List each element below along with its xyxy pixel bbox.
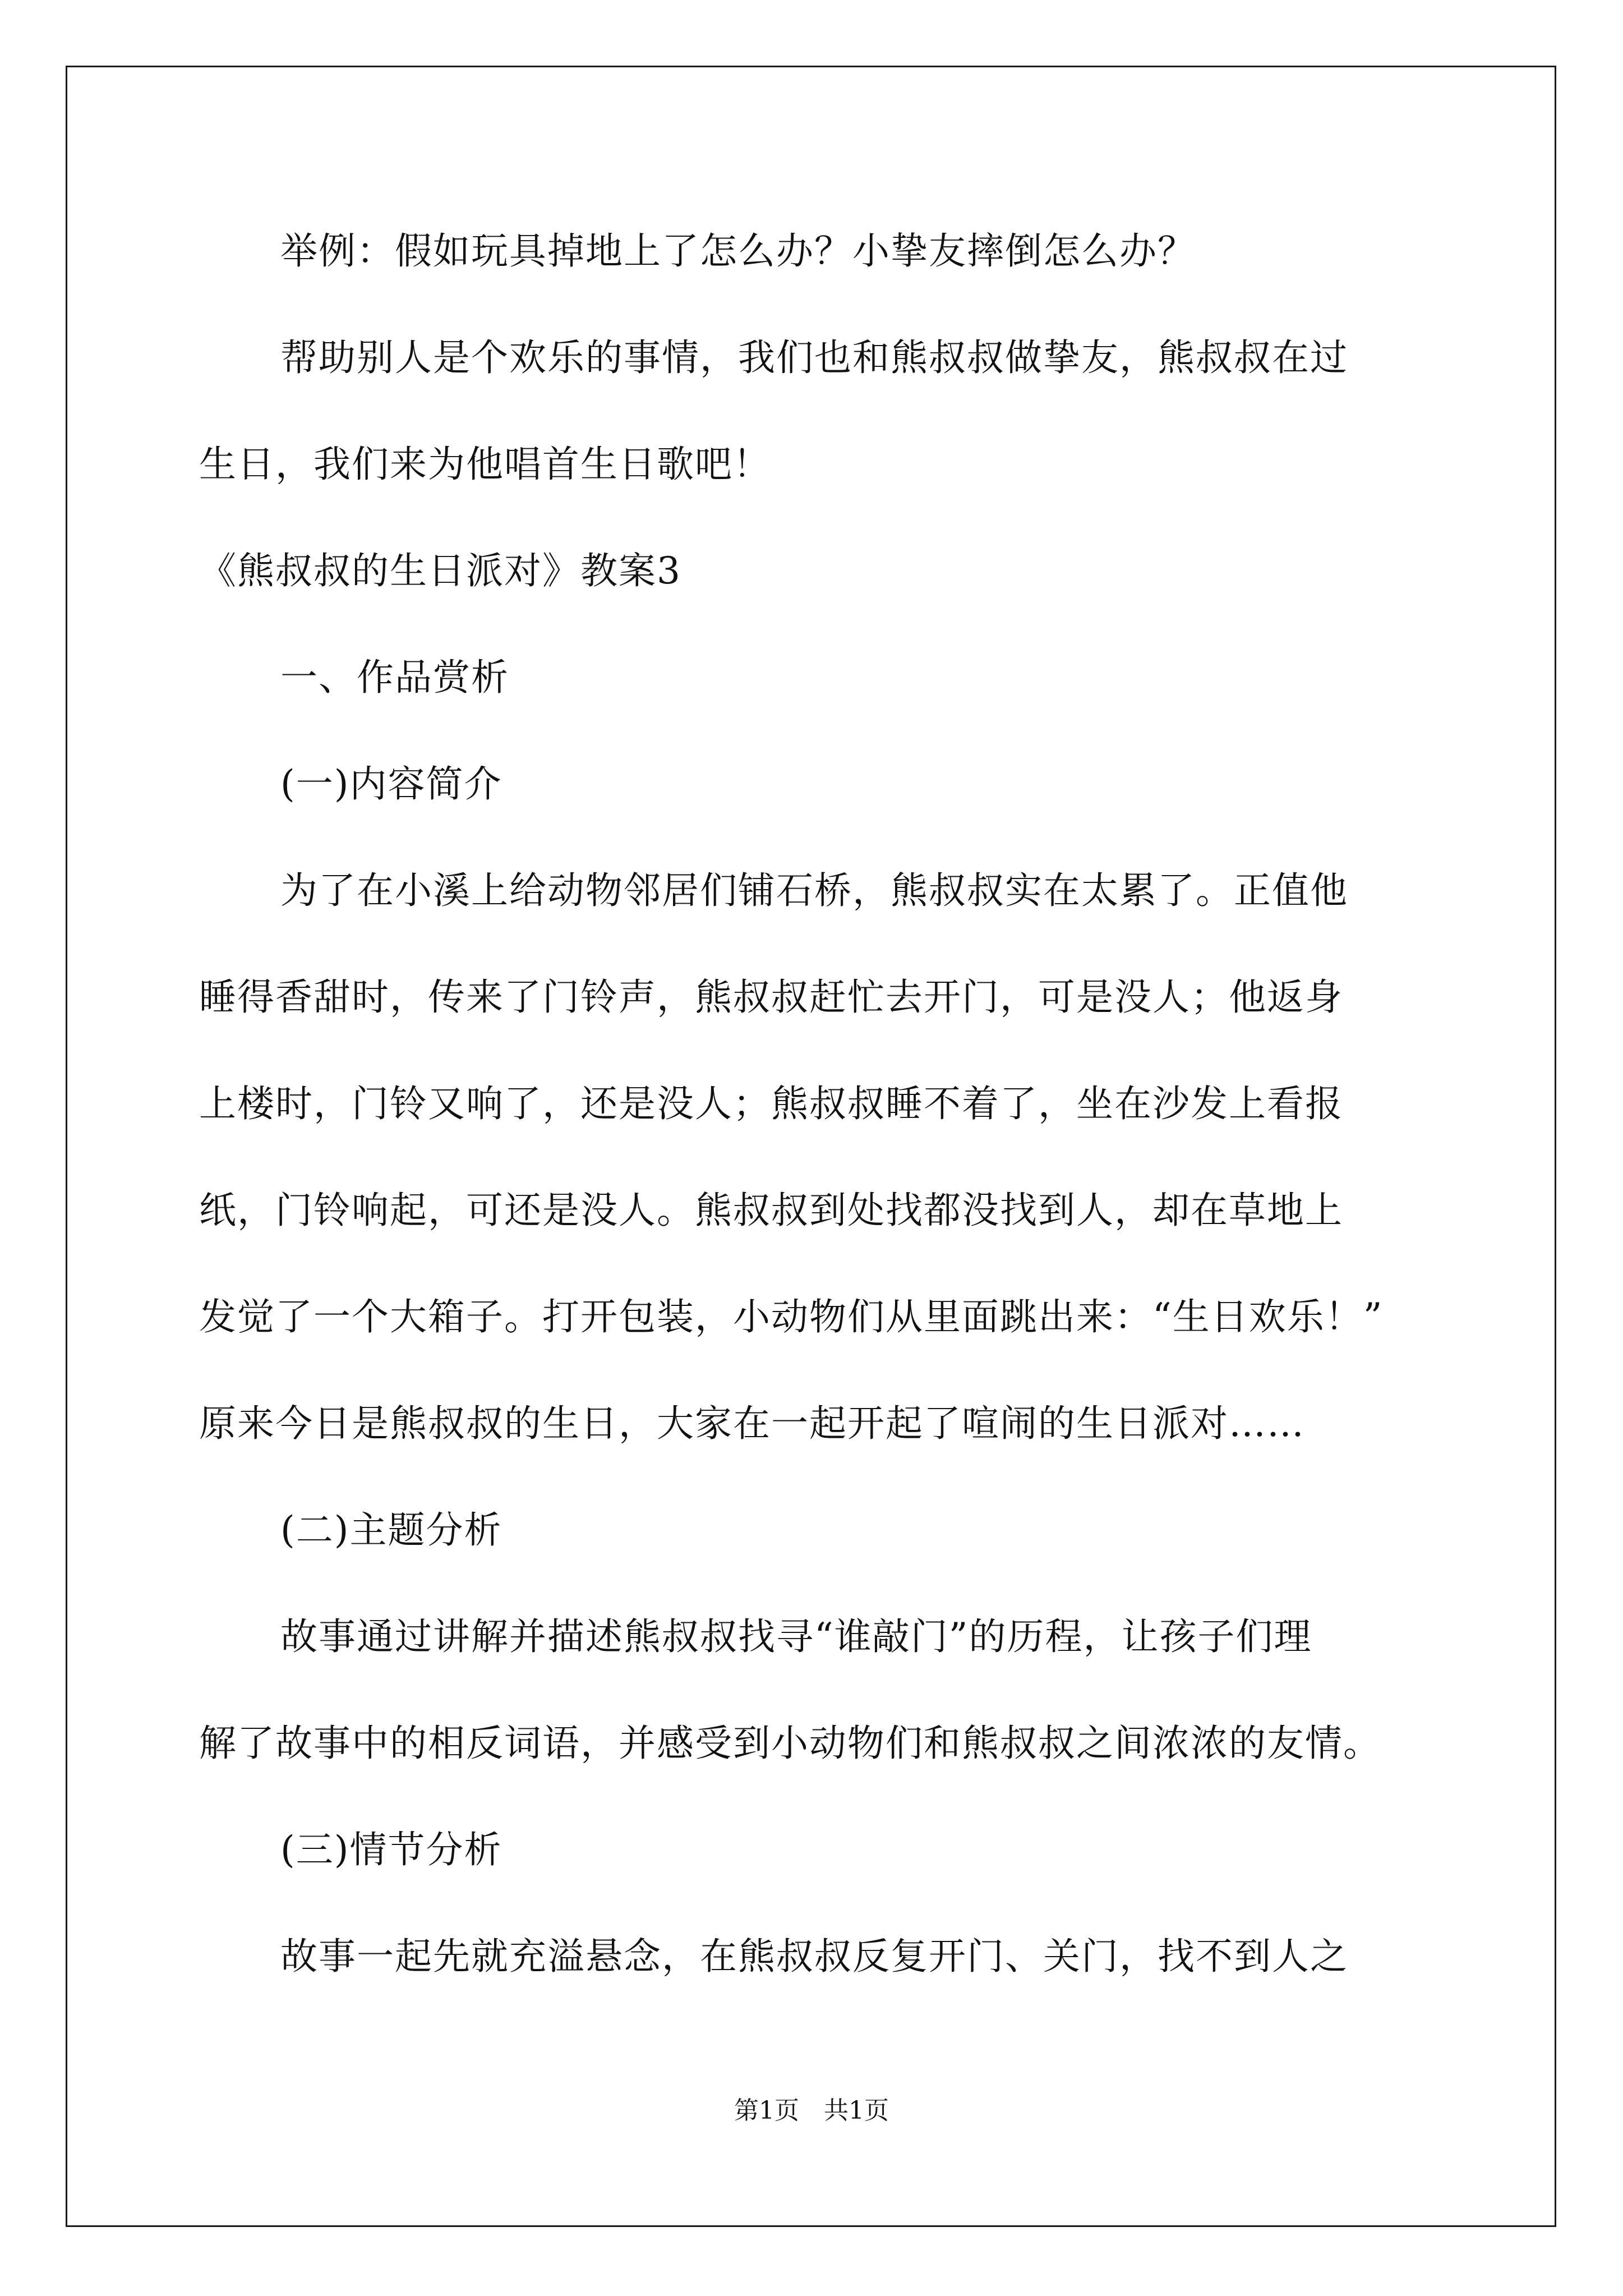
subheading-theme: (二)主题分析	[280, 1508, 502, 1552]
heading-appreciation: 一、作品赏析	[280, 656, 509, 699]
plot-line-1: 故事一起先就充溢悬念，在熊叔叔反复开门、关门，找不到人之	[280, 1935, 1348, 1978]
content-line-1: 为了在小溪上给动物邻居们铺石桥，熊叔叔实在太累了。正值他	[280, 869, 1348, 912]
content-line-4: 纸，门铃响起，可还是没人。熊叔叔到处找都没找到人，却在草地上	[199, 1189, 1343, 1232]
section-title: 《熊叔叔的生日派对》教案3	[199, 549, 681, 592]
theme-line-1: 故事通过讲解并描述熊叔叔找寻“谁敲门”的历程，让孩子们理	[280, 1615, 1312, 1658]
content-line-5: 发觉了一个大箱子。打开包装，小动物们从里面跳出来：“生日欢乐！”	[199, 1295, 1384, 1338]
content-line-3: 上楼时，门铃又响了，还是没人；熊叔叔睡不着了，坐在沙发上看报	[199, 1082, 1343, 1125]
subheading-content: (一)内容简介	[280, 762, 502, 806]
page-border	[66, 66, 1556, 2227]
content-line-6: 原来今日是熊叔叔的生日，大家在一起开起了喧闹的生日派对……	[199, 1402, 1305, 1445]
paragraph-example: 举例：假如玩具掉地上了怎么办？小挚友摔倒怎么办？	[280, 229, 1196, 273]
page-number: 第1页 共1页	[734, 2096, 889, 2125]
subheading-plot: (三)情节分析	[280, 1828, 502, 1871]
paragraph-help-line-1: 帮助别人是个欢乐的事情，我们也和熊叔叔做挚友，熊叔叔在过	[280, 336, 1348, 379]
content-line-2: 睡得香甜时，传来了门铃声，熊叔叔赶忙去开门，可是没人；他返身	[199, 976, 1343, 1019]
theme-line-2: 解了故事中的相反词语，并感受到小动物们和熊叔叔之间浓浓的友情。	[199, 1722, 1381, 1765]
paragraph-help-line-2: 生日，我们来为他唱首生日歌吧！	[199, 443, 771, 486]
